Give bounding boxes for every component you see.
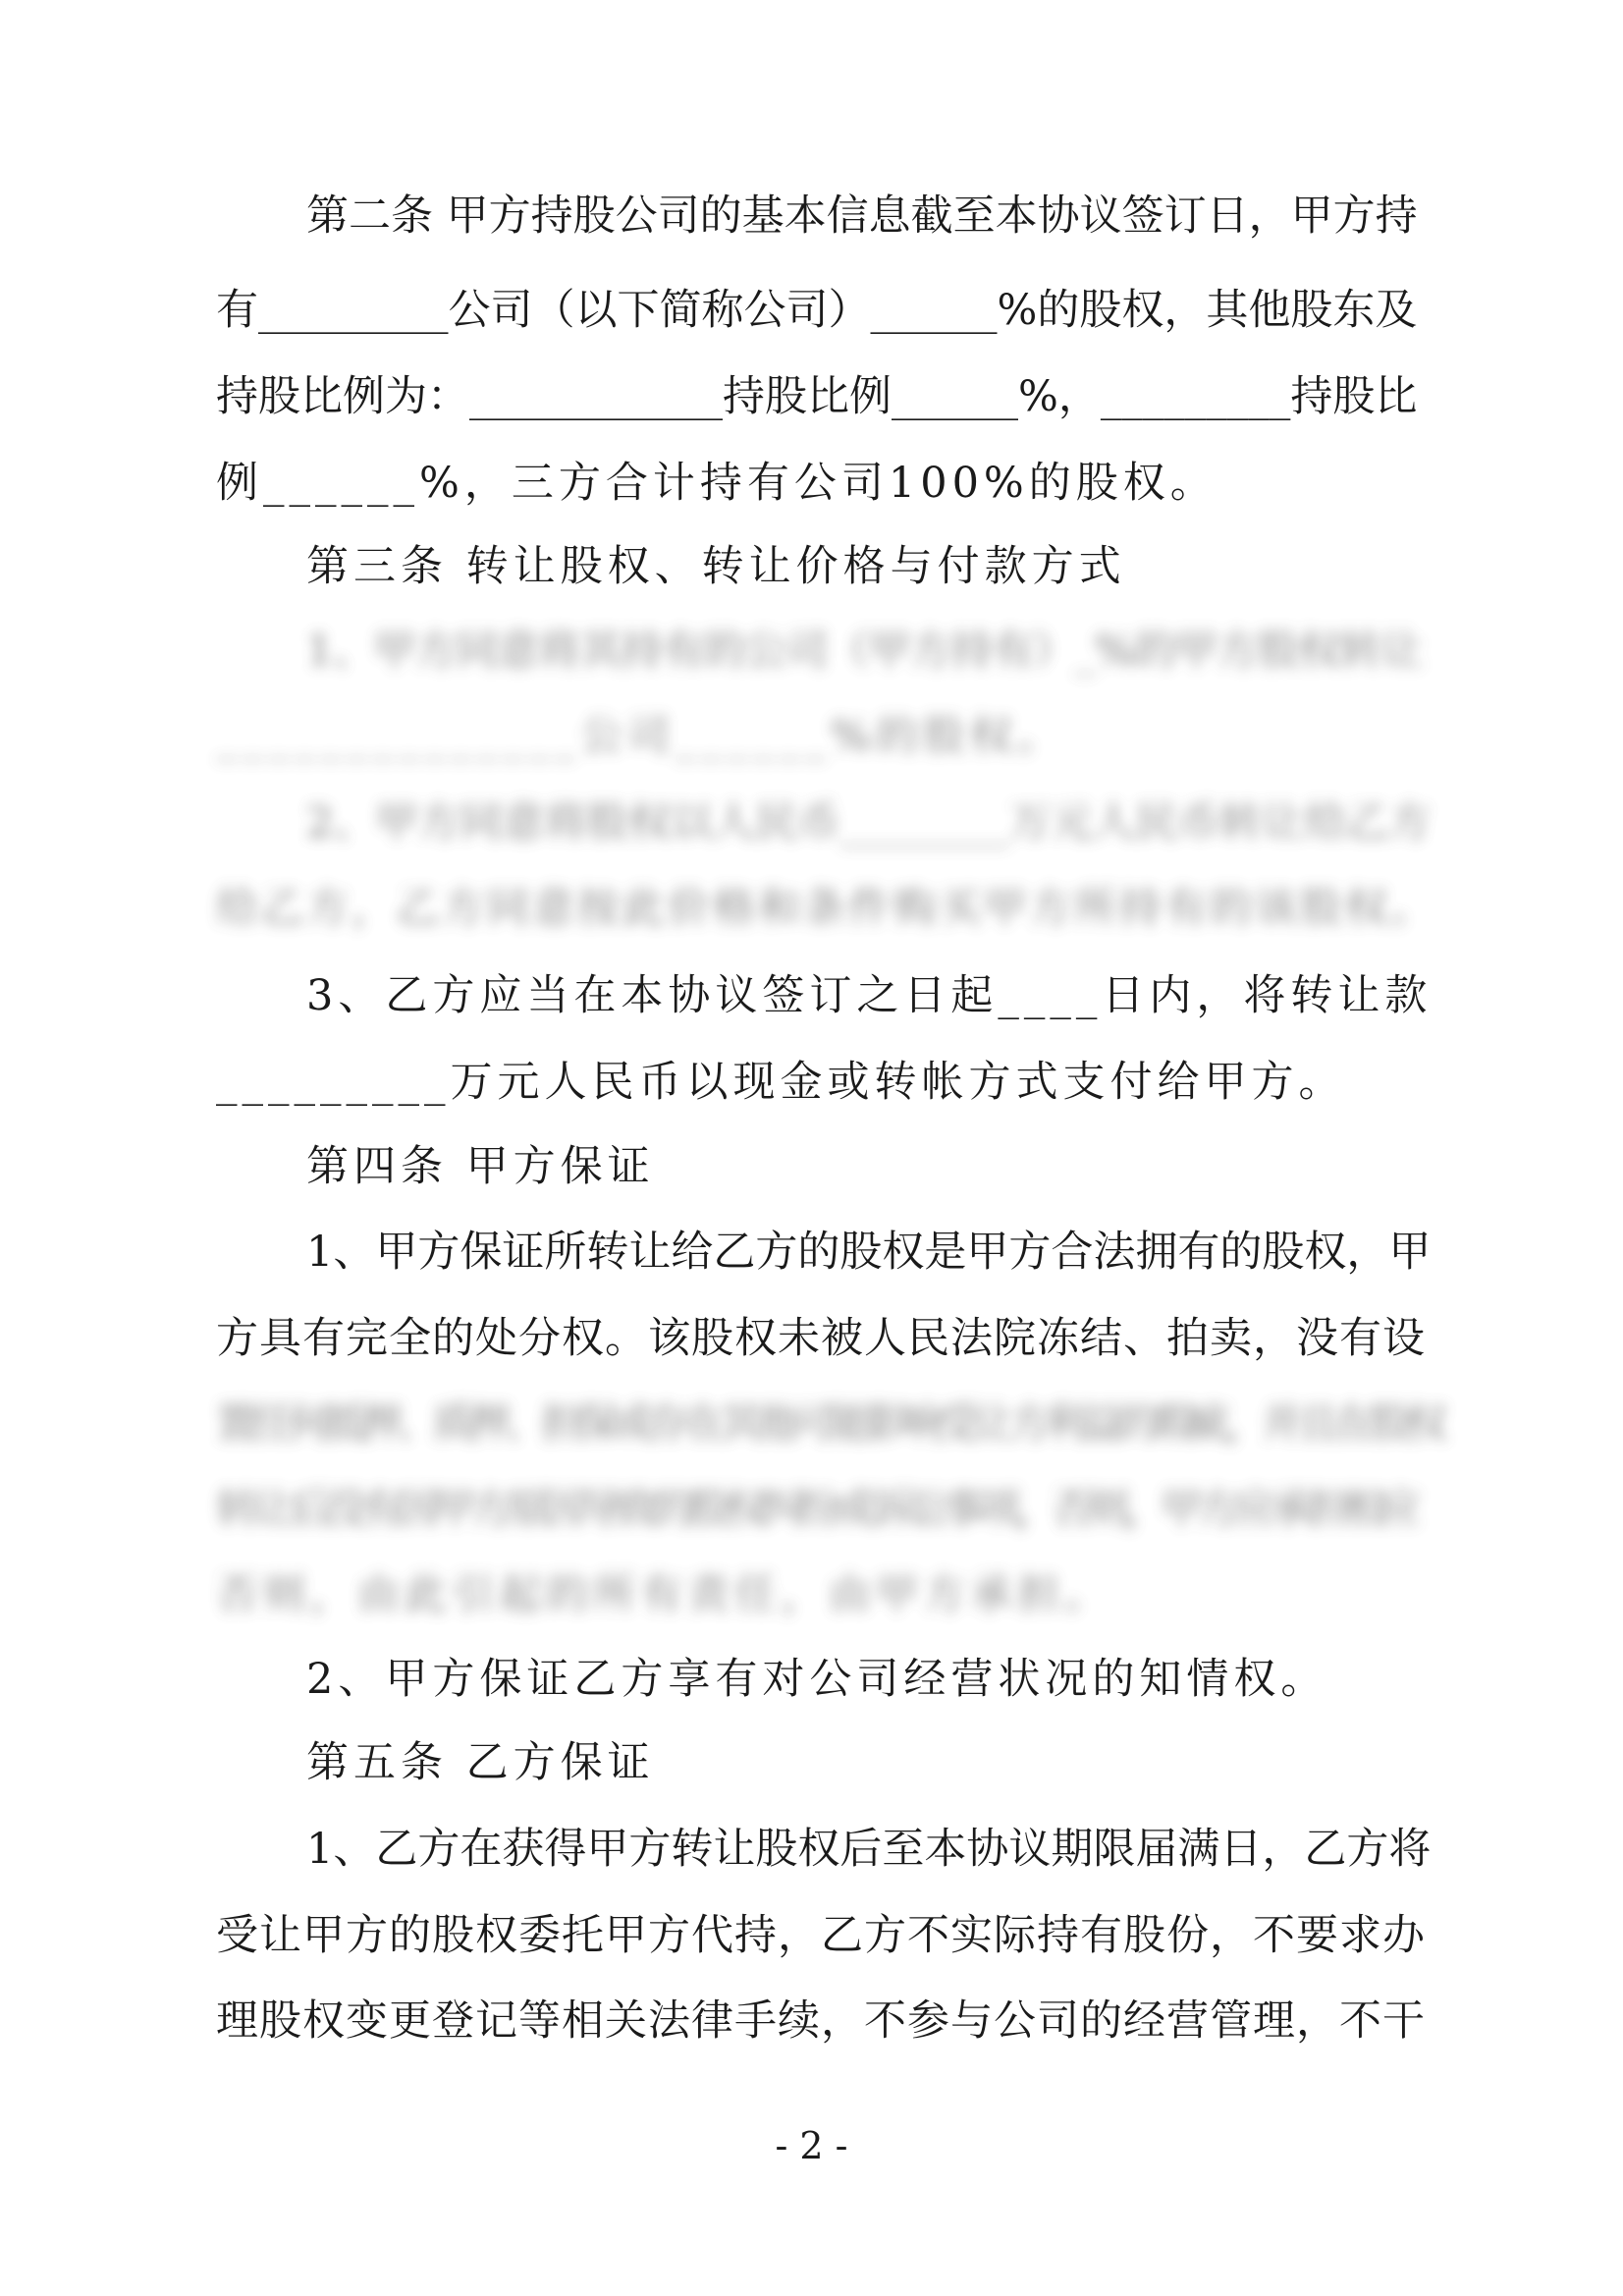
paragraph-line: _________万元人民币以现金或转帐方式支付给甲方。 [216,1058,1346,1107]
paragraph-line: 3、乙方应当在本协议签订之日起____日内，将转让款 [306,971,1433,1020]
article-5-heading: 第五条 乙方保证 [306,1738,655,1787]
paragraph-line: 受让甲方的股权委托甲方代持，乙方不实际持有股份，不要求办 [216,1911,1426,1960]
paragraph-line: 持股比例为：____________持股比例______%，_________持股比 [216,372,1418,421]
redacted-line: 置任何抵押、质押、担保或存在其他可能影响受让方利益的瑕疵，并且在股权 [216,1399,1441,1449]
redacted-line: 给乙方，乙方同意按此价格和条件购买甲方所持有的该股权。 [216,884,1435,933]
paragraph-line: 有_________公司（以下简称公司）______%的股权，其他股东及 [216,286,1418,335]
article-3-heading: 第三条 转让股权、转让价格与付款方式 [306,542,1126,591]
paragraph-line: 1、甲方保证所转让给乙方的股权是甲方合法拥有的股权，甲 [306,1228,1432,1277]
redacted-line: 否则，由此引起的所有责任，由甲方承担。 [216,1570,1111,1619]
redacted-line: 2、甲方同意将股权以人民币________万元人民币转让给乙方 [306,798,1432,847]
page-number: - 2 - [775,2124,848,2167]
redacted-line: 1、甲方同意将其持有的公司（甲方持有）_%的甲方股权转让 [306,627,1423,676]
redacted-line: ______________公司______%的股权。 [216,712,1064,761]
article-4-heading: 第四条 甲方保证 [306,1142,655,1191]
paragraph-line: 方具有完全的处分权。该股权未被人民法院冻结、拍卖，没有设 [216,1314,1426,1363]
paragraph-line: 例______%，三方合计持有公司100%的股权。 [216,459,1217,508]
paragraph-line: 2、甲方保证乙方享有对公司经营状况的知情权。 [306,1655,1328,1704]
paragraph-line: 理股权变更登记等相关法律手续，不参与公司的经营管理，不干 [216,1996,1426,2046]
article-2-heading-line: 第二条 甲方持股公司的基本信息截至本协议签订日，甲方持 [306,191,1418,241]
paragraph-line: 1、乙方在获得甲方转让股权后至本协议期限届满日，乙方将 [306,1825,1432,1874]
redacted-line: 转让后没有因甲方原因导致的股权纠纷或诉讼事项，否则，甲方应承担相应 [216,1485,1415,1534]
